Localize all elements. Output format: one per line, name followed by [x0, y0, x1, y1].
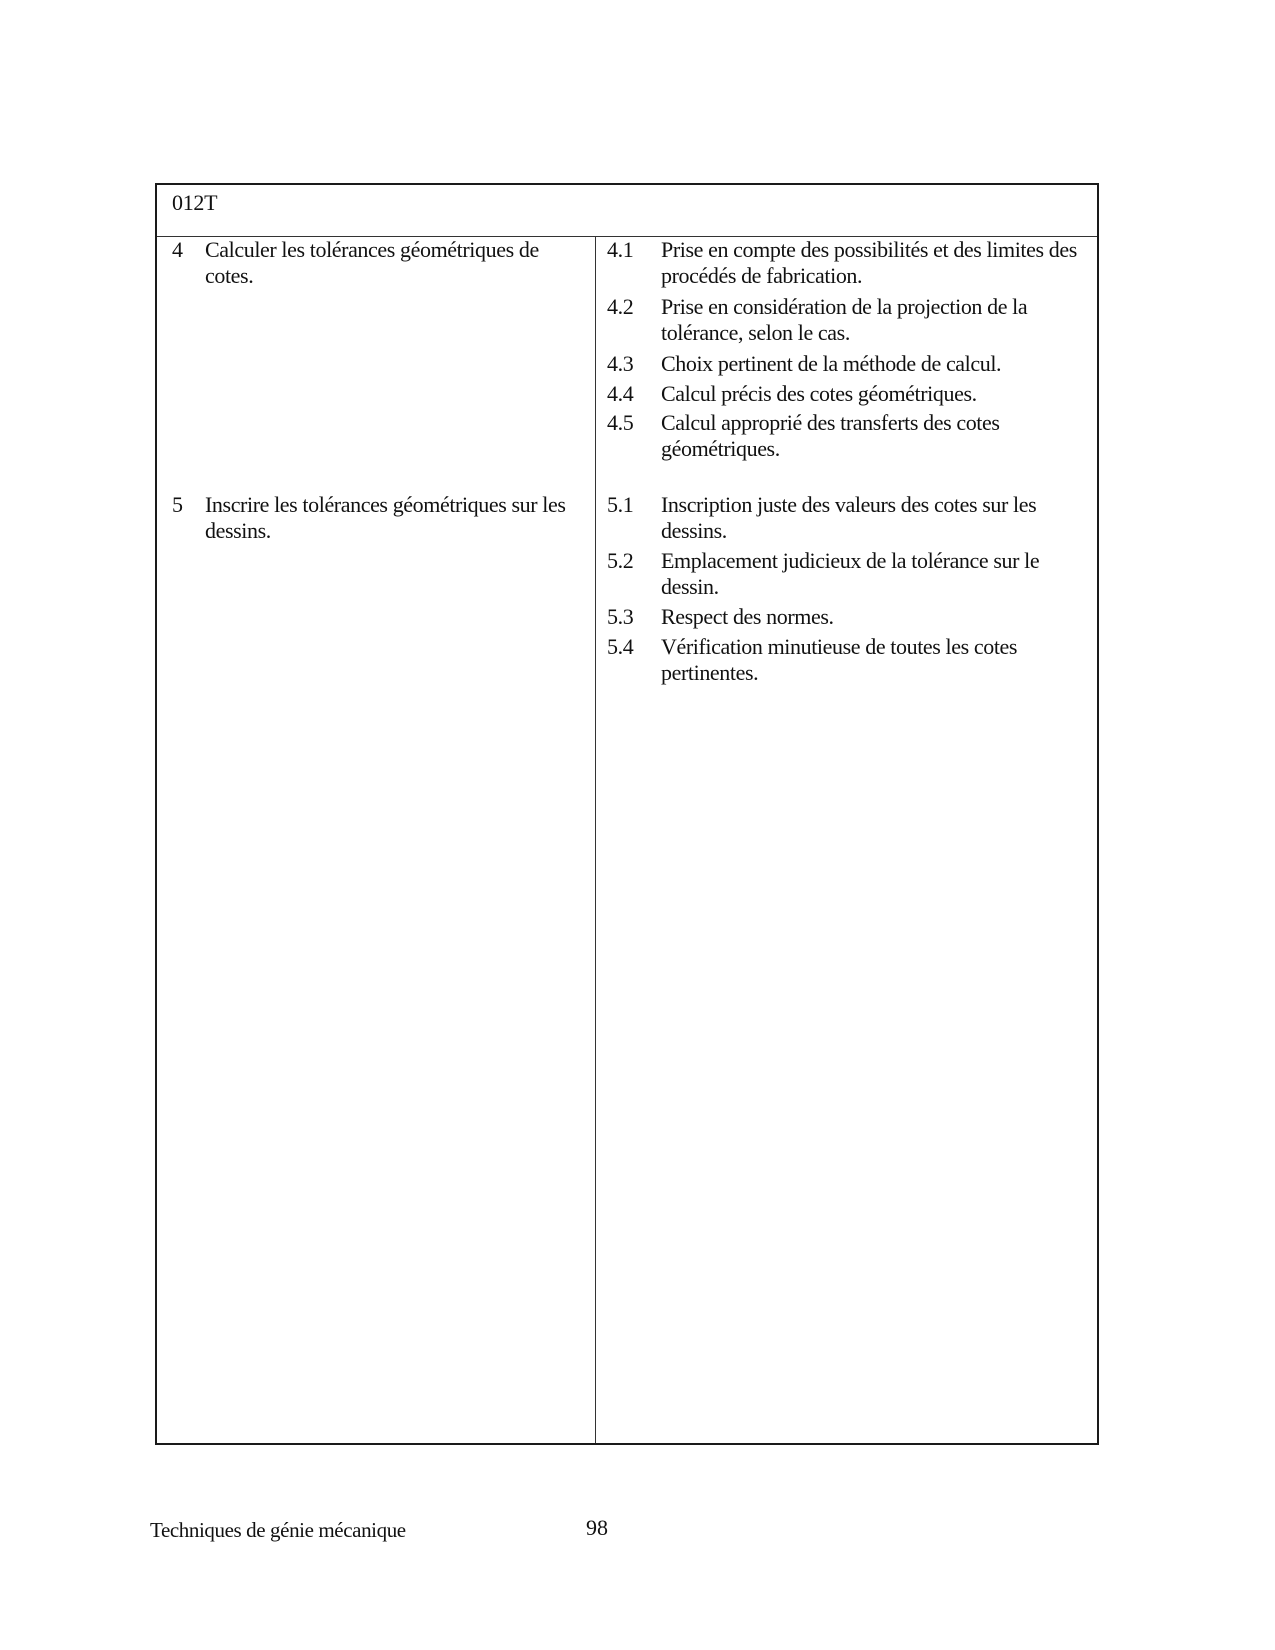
criterion-number: 4.2 [607, 294, 634, 319]
criterion-text: Inscription juste des valeurs des cotes sur les dessins. [661, 492, 1037, 543]
criterion-item [607, 492, 1092, 544]
competence-text: Calculer les tolérances géométriques de cotes. [205, 237, 539, 288]
criterion-number: 4.3 [607, 351, 634, 376]
table-header-row [157, 185, 1097, 237]
competence-number: 4 [172, 237, 183, 262]
footer-document-title: Techniques de génie mécanique [150, 1518, 406, 1542]
criterion-number: 5.4 [607, 634, 634, 659]
criterion-text: Choix pertinent de la méthode de calcul. [661, 351, 1002, 376]
document-table [155, 183, 1099, 1445]
criterion-text: Respect des normes. [661, 604, 834, 629]
criterion-number: 5.2 [607, 548, 634, 573]
competence-number: 5 [172, 492, 183, 517]
criterion-item [607, 548, 1092, 600]
criterion-item [607, 410, 1092, 462]
competence-text: Inscrire les tolérances géométriques sur les dessins. [205, 492, 566, 543]
footer-page-number: 98 [586, 1515, 608, 1540]
criterion-text: Vérification minutieuse de toutes les cotes pertinentes. [661, 634, 1018, 685]
criterion-text: Emplacement judicieux de la tolérance sur le dessin. [661, 548, 1040, 599]
competence-item [172, 492, 582, 544]
criterion-item [607, 351, 1092, 377]
criterion-item [607, 294, 1092, 346]
column-divider [595, 237, 596, 1443]
criterion-item [607, 381, 1092, 407]
criterion-number: 4.1 [607, 237, 634, 262]
criterion-item [607, 604, 1092, 630]
criterion-item [607, 634, 1092, 686]
document-code: 012T [172, 190, 218, 215]
criterion-text: Calcul approprié des transferts des cotes géométriques. [661, 410, 1000, 461]
competence-item [172, 237, 582, 289]
criterion-number: 5.1 [607, 492, 634, 517]
criterion-number: 4.4 [607, 381, 634, 406]
criterion-number: 5.3 [607, 604, 634, 629]
criterion-number: 4.5 [607, 410, 634, 435]
criterion-item [607, 237, 1092, 289]
criterion-text: Calcul précis des cotes géométriques. [661, 381, 977, 406]
criterion-text: Prise en compte des possibilités et des limites des procédés de fabrication. [661, 237, 1077, 288]
criterion-text: Prise en considération de la projection de la tolérance, selon le cas. [661, 294, 1028, 345]
